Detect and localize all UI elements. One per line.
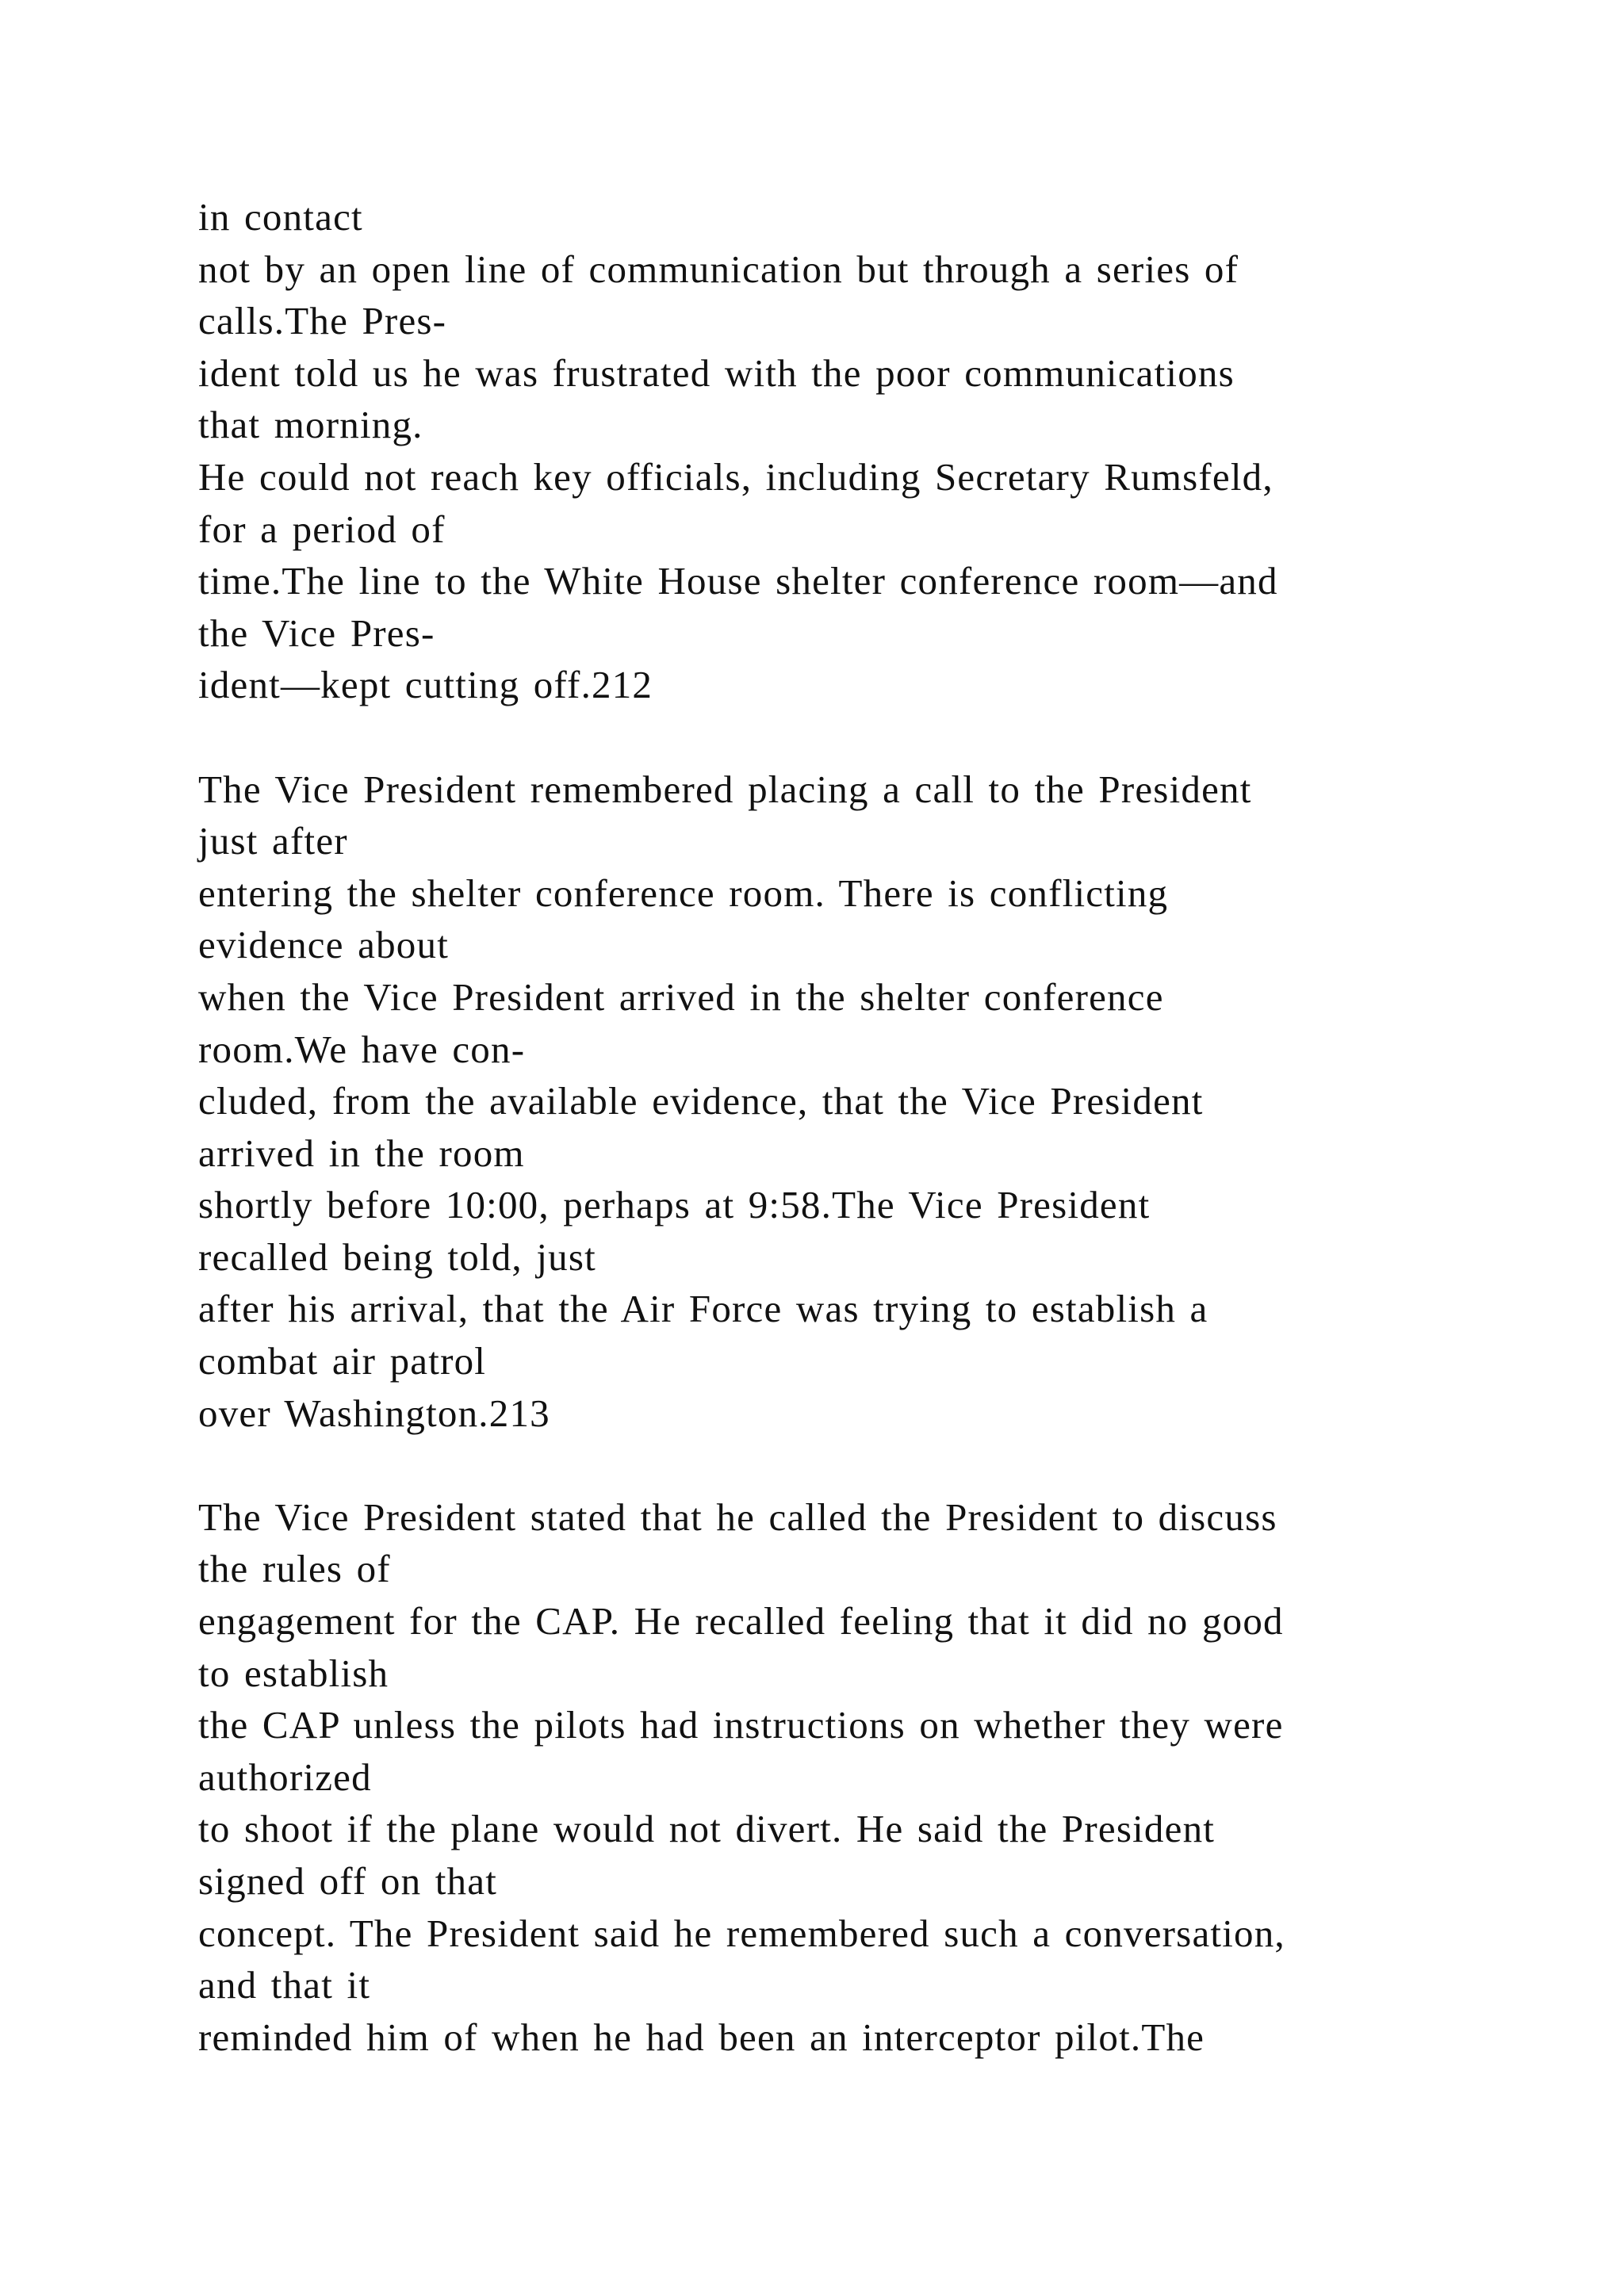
text-line: concept. The President said he remembered such a conversation, [198,1911,1285,1955]
text-line: in contact [198,195,363,239]
text-line: after his arrival, that the Air Force was trying to establish a [198,1287,1208,1331]
paragraph-gap [198,1439,1594,1491]
text-line: for a period of [198,507,446,551]
text-line: not by an open line of communication but through a series of [198,247,1239,291]
text-line: room.We have con- [198,1027,526,1071]
text-line: signed off on that [198,1859,498,1903]
text-line: authorized [198,1755,372,1799]
text-line: to establish [198,1651,389,1695]
text-line: and that it [198,1963,371,2007]
text-line: over Washington.213 [198,1391,550,1435]
text-line: arrived in the room [198,1131,525,1175]
text-line: when the Vice President arrived in the shelter conference [198,974,1164,1019]
text-line: evidence about [198,923,450,967]
document-body [198,191,1594,2063]
text-line: The Vice President remembered placing a call to the President [198,767,1252,811]
text-line: the rules of [198,1547,391,1591]
paragraph [198,191,1594,711]
text-line: to shoot if the plane would not divert. He said the President [198,1807,1216,1851]
text-line: reminded him of when he had been an interceptor pilot.The [198,2015,1205,2059]
text-line: The Vice President stated that he called the President to discuss [198,1494,1277,1539]
text-line: that morning. [198,403,423,447]
paragraph-gap [198,711,1594,763]
paragraph [198,763,1594,1440]
text-line: time.The line to the White House shelter conference room—and [198,559,1278,603]
text-line: entering the shelter conference room. There is conflicting [198,871,1169,915]
text-line: cluded, from the available evidence, that the Vice President [198,1079,1204,1123]
text-line: the Vice Pres- [198,610,435,655]
text-line: calls.The Pres- [198,299,447,343]
text-line: ident—kept cutting off.212 [198,663,653,707]
text-line: He could not reach key officials, including Secretary Rumsfeld, [198,454,1274,499]
text-line: the CAP unless the pilots had instructions on whether they were [198,1703,1284,1747]
text-line: engagement for the CAP. He recalled feeling that it did no good [198,1599,1284,1644]
text-line: just after [198,819,348,863]
text-line: ident told us he was frustrated with the poor communications [198,350,1235,395]
text-line: combat air patrol [198,1339,487,1383]
paragraph [198,1491,1594,2064]
text-line: shortly before 10:00, perhaps at 9:58.The Vice President [198,1183,1151,1227]
text-line: recalled being told, just [198,1234,596,1279]
